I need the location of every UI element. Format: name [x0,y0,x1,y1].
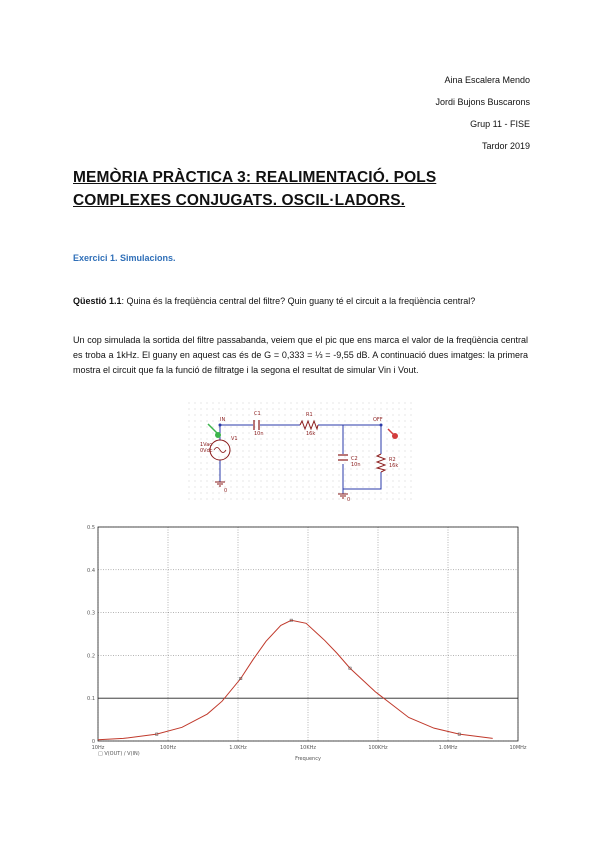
label-source-value-2: 0Vdc [200,448,213,454]
author-1: Aina Escalera Mendo [444,75,530,85]
frequency-response-chart [72,521,528,766]
label-c2-value: 10n [351,462,361,468]
label-r2: R2 [389,457,396,463]
x-tick-label: 1.0MHz [438,745,458,751]
label-c1-value: 10n [254,431,264,437]
y-tick-label: 0.3 [87,610,95,617]
y-tick-label: 0.4 [87,567,95,574]
y-tick-label: 0.1 [87,696,95,703]
out-probe-marker [392,433,398,439]
answer-paragraph: Un cop simulada la sortida del filtre passabanda, veiem que el pic que ens marca el valor de la freqüència central es troba a 1kHz. El guany en aquest cas és de G = 0,333 = ⅓ = -9,55 dB. A continuació dues imatges: la primera mostra el circuit que fa la funció de filtratge i la segona el resultat de simular Vin i Vout. [73,335,528,375]
x-tick-label: 10MHz [509,745,527,751]
label-c1: C1 [254,411,261,417]
question-text: : Quina és la freqüència central del filtre? Quin guany té el circuit a la freqüència central? [121,296,476,306]
label-source: V1 [231,436,238,442]
question-1-1 [73,295,528,309]
x-tick-label: 100KHz [368,745,388,751]
label-in: IN [220,417,226,423]
term-label: Tardor 2019 [481,141,530,151]
label-gnd-1: 0 [224,488,228,494]
x-tick-label: 10Hz [91,745,105,751]
y-tick-label: 0.2 [87,653,95,660]
chart-background [72,521,528,766]
circuit-schematic [188,402,412,502]
label-r1: R1 [306,412,313,418]
question-label: Qüestió 1.1 [73,296,122,306]
label-r2-value: 16k [389,463,399,469]
y-tick-label: 0.5 [87,525,95,531]
label-out: OFF [373,417,383,423]
node-out [380,424,383,427]
chart-legend: □ V(OUT) / V(IN) [98,751,140,757]
chart-xlabel: Frequency [295,756,321,762]
node-in [219,424,222,427]
group-label: Grup 11 - FISE [470,119,530,129]
label-c2: C2 [351,456,358,462]
in-probe-marker [215,432,221,438]
x-tick-label: 1.0KHz [229,745,247,751]
y-tick-label: 0 [91,739,95,745]
label-gnd-2: 0 [347,497,351,502]
x-tick-label: 10KHz [299,745,317,751]
label-source-value-1: 1Vac [200,442,213,448]
author-2: Jordi Bujons Buscarons [435,97,530,107]
x-tick-label: 100Hz [160,745,176,751]
section-heading: Exercici 1. Simulacions. [73,253,176,263]
document-title: MEMÒRIA PRÀCTICA 3: REALIMENTACIÓ. POLS COMPLEXES CONJUGATS. OSCIL·LADORS. [73,169,437,209]
label-r1-value: 16k [306,431,316,437]
